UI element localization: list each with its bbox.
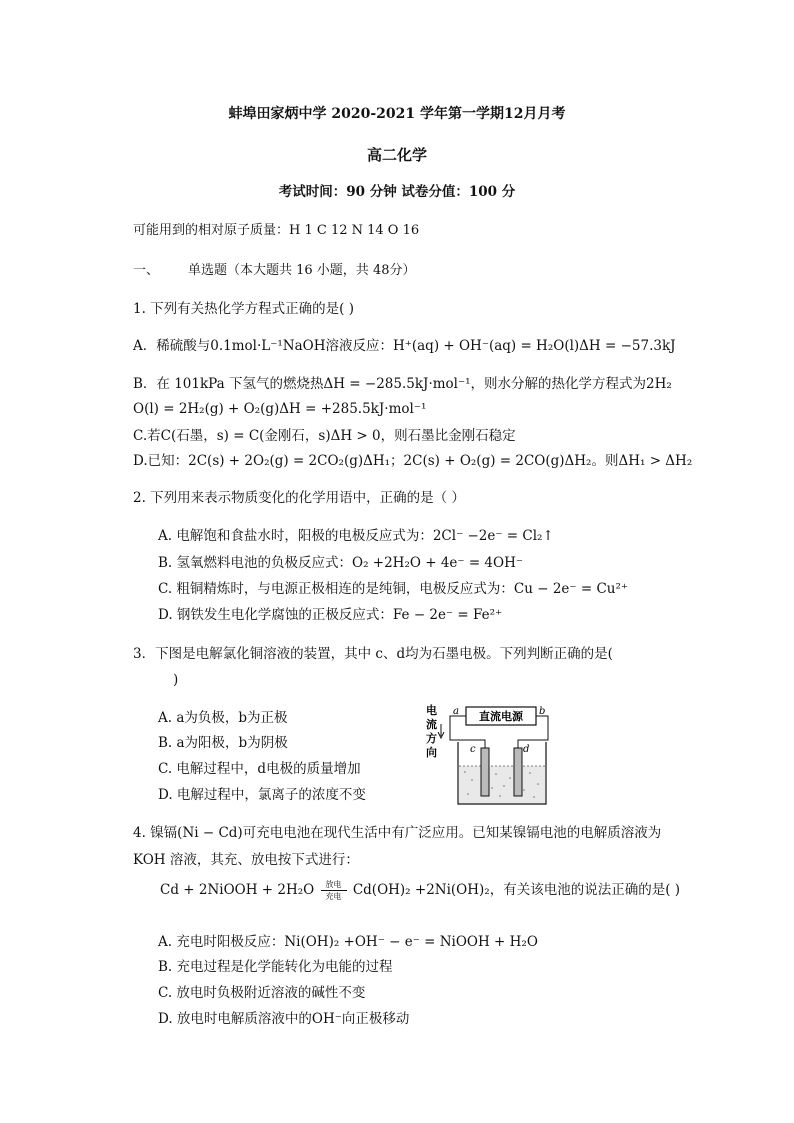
q3-option-d: D. 电解过程中，氯离子的浓度不变 [158,787,366,803]
electrolysis-diagram [420,700,560,810]
diagram-side-label-3: 方 [426,732,437,745]
q4-equation-arrow-bottom: 充电 [325,892,342,901]
q2-stem: 2. 下列用来表示物质变化的化学用语中，正确的是（ ） [133,490,465,506]
q2-option-c: C. 粗铜精炼时，与电源正极相连的是纯铜，电极反应式为：Cu − 2e⁻ = Cu²⁺ [158,581,629,597]
q3-option-c: C. 电解过程中，d电极的质量增加 [158,761,361,777]
q3-stem-line2: ) [173,672,179,688]
electrode-c [481,748,489,796]
q4-stem-line2: KOH 溶液，其充、放电按下式进行： [133,852,359,868]
q2-option-d: D. 钢铁发生电化学腐蚀的正极反应式：Fe − 2e⁻ = Fe²⁺ [158,607,503,623]
atomic-mass-note: 可能用到的相对原子质量：H 1 C 12 N 14 O 16 [133,223,420,238]
q3-option-b: B. a为阳极，b为阴极 [158,735,288,751]
q4-option-c: C. 放电时负极附近溶液的碱性不变 [158,985,366,1001]
diagram-side-label-2: 流 [426,718,437,731]
q2-option-a: A. 电解饱和食盐水时，阳极的电极反应式为：2Cl⁻ −2e⁻ = Cl₂↑ [158,528,554,544]
q4-equation-arrow [321,880,347,901]
q4-option-b: B. 充电过程是化学能转化为电能的过程 [158,959,393,975]
q3-stem-line1: 3．下图是电解氯化铜溶液的装置，其中 c、d均为石墨电极。下列判断正确的是( [133,646,613,662]
electrode-c-label: c [470,744,476,755]
q4-equation-left: Cd + 2NiOOH + 2H₂O [160,882,315,898]
q1-option-c: C.若C(石墨，s) = C(金刚石，s)ΔH > 0，则石墨比金刚石稳定 [133,428,516,444]
exam-title: 蚌埠田家炳中学 2020-2021 学年第一学期12月月考 [228,106,566,122]
q4-option-d: D. 放电时电解质溶液中的OH⁻向正极移动 [158,1011,410,1027]
q1-option-b-line2: O(l) = 2H₂(g) + O₂(g)ΔH = +285.5kJ·mol⁻¹ [133,401,427,417]
subject-title: 高二化学 [366,146,427,164]
diagram-side-label-1: 电 [426,704,437,717]
exam-info: 考试时间：90 分钟 试卷分值：100 分 [278,184,516,200]
q3-option-a: A. a为负极，b为正极 [158,710,288,726]
section-number: 一、 [133,263,160,278]
q4-equation [160,880,680,901]
q4-equation-right: Cd(OH)₂ +2Ni(OH)₂，有关该电池的说法正确的是( ) [352,882,681,898]
terminal-b-label: b [539,706,546,717]
solution [459,766,545,803]
q1-option-d: D.已知：2C(s) + 2O₂(g) = 2CO₂(g)ΔH₁；2C(s) + O₂(g) = 2CO(g)ΔH₂。则ΔH₁ > ΔH₂ [133,453,693,469]
q4-equation-arrow-top: 放电 [325,880,342,889]
q1-option-b-line1: B．在 101kPa 下氢气的燃烧热ΔH = −285.5kJ·mol⁻¹，则水分解的热化学方程式为2H₂ [133,376,672,392]
electrode-d [514,748,522,796]
q4-option-a: A. 充电时阳极反应：Ni(OH)₂ +OH⁻ − e⁻ = NiOOH + H₂O [158,934,538,950]
q1-stem: 1. 下列有关热化学方程式正确的是( ) [133,301,354,317]
q4-equation-arrow-bar [321,890,347,891]
q2-option-b: B. 氢氧燃料电池的负极反应式：O₂ +2H₂O + 4e⁻ = 4OH⁻ [158,555,523,571]
terminal-a-label: a [453,706,459,717]
diagram-side-label-4: 向 [426,746,437,759]
section-title: 单选题（本大题共 16 小题，共 48分） [188,263,416,278]
electrode-d-label: d [523,744,530,755]
q1-option-a: A．稀硫酸与0.1mol·L⁻¹NaOH溶液反应：H⁺(aq) + OH⁻(aq) = H₂O(l)ΔH = −57.3kJ [133,338,676,354]
q4-stem-line1: 4. 镍镉(Ni − Cd)可充电电池在现代生活中有广泛应用。已知某镍镉电池的电解质溶液为 [133,825,662,841]
power-supply-label: 直流电源 [479,710,523,723]
